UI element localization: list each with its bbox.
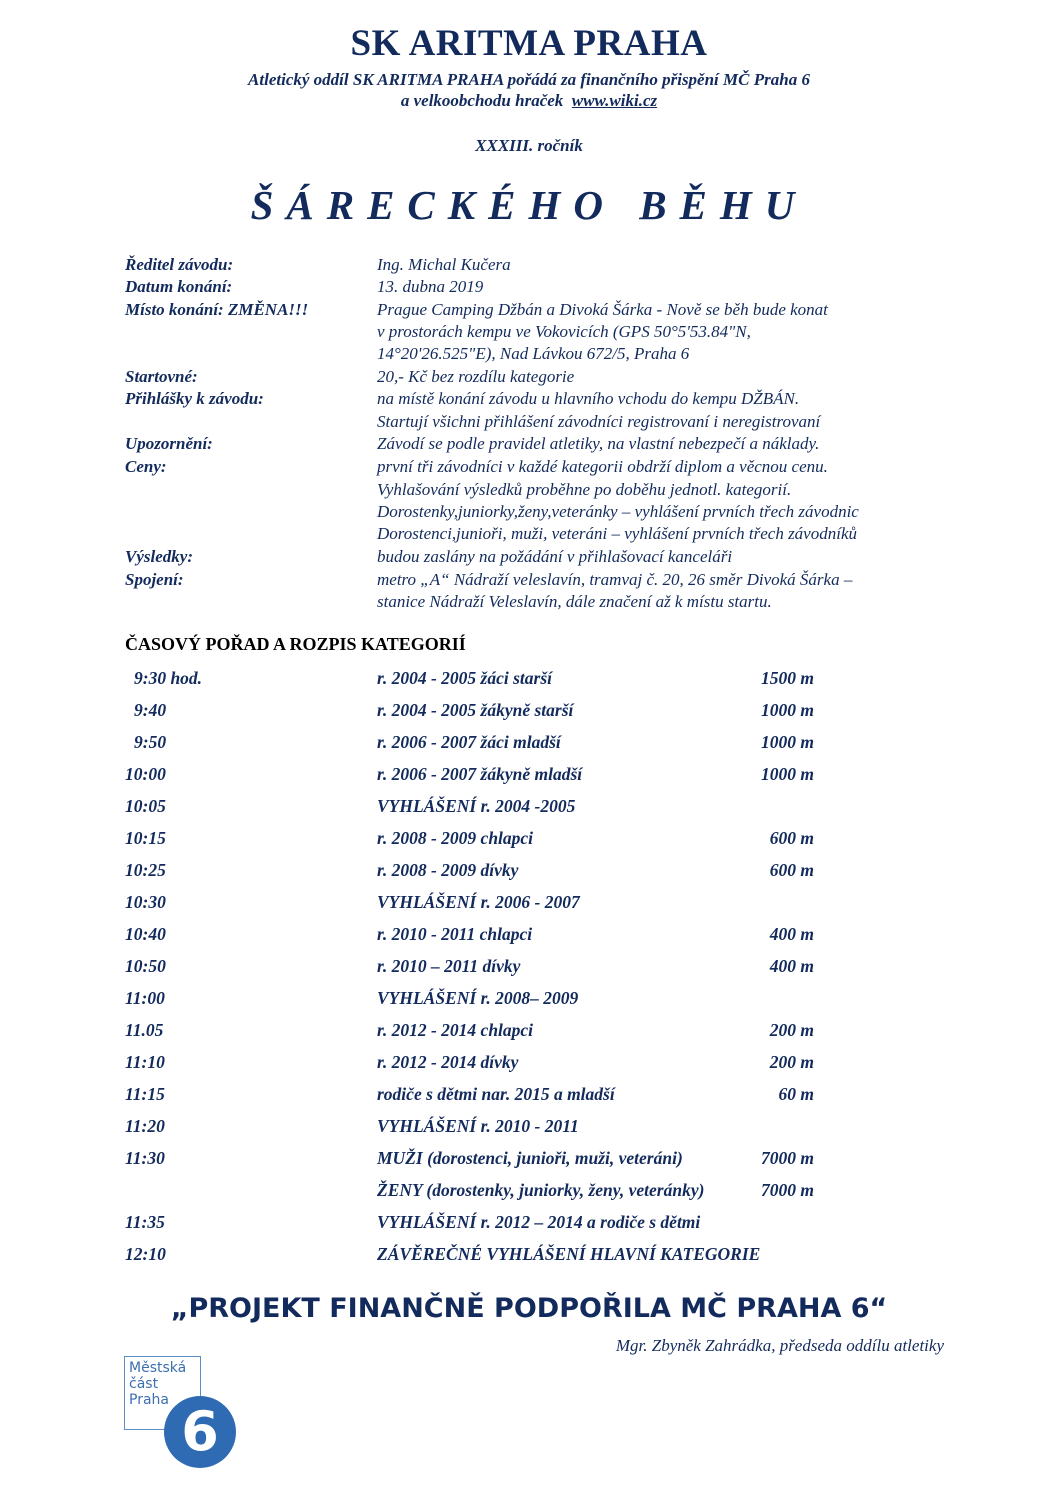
info-value: budou zaslány na požádání v přihlašovací kanceláři xyxy=(377,547,733,566)
schedule-time: 11:20 xyxy=(125,1116,165,1136)
schedule-row xyxy=(0,1052,1058,1076)
schedule-row xyxy=(0,764,1058,788)
schedule-category: r. 2004 - 2005 žáci starší xyxy=(377,668,553,688)
schedule-time: 9:40 xyxy=(134,700,167,720)
schedule-time: 11:10 xyxy=(125,1052,165,1072)
schedule-row xyxy=(0,1212,1058,1236)
schedule-category: VYHLÁŠENÍ r. 2006 - 2007 xyxy=(377,892,580,912)
sponsor-link[interactable]: www.wiki.cz xyxy=(571,91,658,110)
schedule-category: VYHLÁŠENÍ r. 2010 - 2011 xyxy=(377,1116,579,1136)
schedule-distance: 400 m xyxy=(769,956,814,976)
info-value: Dorostenky,juniorky,ženy,veteránky – vyhlášení prvních třech závodnic xyxy=(377,502,859,521)
schedule-distance: 400 m xyxy=(769,924,814,944)
info-label: Spojení: xyxy=(125,570,184,589)
info-value: v prostorách kempu ve Vokovicích (GPS 50°5'53.84"N, xyxy=(377,322,751,341)
schedule-row xyxy=(0,700,1058,724)
info-label: Startovné: xyxy=(125,367,198,386)
schedule-time: 10:50 xyxy=(125,956,166,976)
schedule-time: 9:30 hod. xyxy=(134,668,203,688)
schedule-time: 10:15 xyxy=(125,828,166,848)
info-value: 20,- Kč bez rozdílu kategorie xyxy=(377,367,575,386)
schedule-time: 10:00 xyxy=(125,764,166,784)
logo-number-circle: 6 xyxy=(164,1396,236,1468)
signature: Mgr. Zbyněk Zahrádka, předseda oddílu atletiky xyxy=(615,1336,944,1355)
info-value: první tři závodníci v každé kategorii obdrží diplom a věcnou cenu. xyxy=(377,457,828,476)
sponsor-line xyxy=(0,91,1058,111)
edition-label: XXXIII. ročník xyxy=(475,136,583,155)
schedule-category: r. 2006 - 2007 žákyně mladší xyxy=(377,764,583,784)
schedule-row xyxy=(0,924,1058,948)
schedule-distance: 1000 m xyxy=(761,764,814,784)
info-value: Dorostenci,junioři, muži, veteráni – vyhlášení prvních třech závodníků xyxy=(377,524,858,543)
schedule-category: VYHLÁŠENÍ r. 2004 -2005 xyxy=(377,796,576,816)
schedule-row xyxy=(0,956,1058,980)
schedule-row xyxy=(0,860,1058,884)
schedule-distance: 600 m xyxy=(769,828,814,848)
schedule-category: VYHLÁŠENÍ r. 2008– 2009 xyxy=(377,988,579,1008)
schedule-category: r. 2012 - 2014 dívky xyxy=(377,1052,519,1072)
schedule-distance: 1000 m xyxy=(761,700,814,720)
info-label: Upozornění: xyxy=(125,434,213,453)
info-value: na místě konání závodu u hlavního vchodu do kempu DŽBÁN. xyxy=(377,389,800,408)
schedule-category: r. 2004 - 2005 žákyně starší xyxy=(377,700,574,720)
schedule-row xyxy=(0,1148,1058,1172)
schedule-time: 10:05 xyxy=(125,796,166,816)
logo-line-1: Městská xyxy=(129,1360,187,1376)
schedule-distance: 1500 m xyxy=(761,668,814,688)
schedule-distance: 60 m xyxy=(778,1084,814,1104)
schedule-time: 9:50 xyxy=(134,732,167,752)
schedule-time: 10:25 xyxy=(125,860,166,880)
schedule-category: ŽENY (dorostenky, juniorky, ženy, veteránky) xyxy=(377,1180,705,1200)
info-label: Místo konání: ZMĚNA!!! xyxy=(125,300,309,319)
schedule-time: 11:35 xyxy=(125,1212,165,1232)
schedule-category: rodiče s dětmi nar. 2015 a mladší xyxy=(377,1084,615,1104)
schedule-category: r. 2008 - 2009 dívky xyxy=(377,860,519,880)
sponsor-text: a velkoobchodu hraček xyxy=(400,91,564,110)
schedule-row xyxy=(0,892,1058,916)
info-label: Ceny: xyxy=(125,457,167,476)
schedule-time: 11:30 xyxy=(125,1148,165,1168)
schedule-category: MUŽI (dorostenci, junioři, muži, veteráni) xyxy=(377,1148,683,1168)
schedule-row xyxy=(0,732,1058,756)
schedule-row xyxy=(0,1020,1058,1044)
info-label: Výsledky: xyxy=(125,547,193,566)
schedule-category: ZÁVĚREČNÉ VYHLÁŠENÍ HLAVNÍ KATEGORIE xyxy=(377,1244,761,1264)
schedule-distance: 7000 m xyxy=(761,1180,814,1200)
info-value: Ing. Michal Kučera xyxy=(377,255,511,274)
logo-line-3: Praha xyxy=(129,1392,169,1408)
event-title: ŠÁRECKÉHO BĚHU xyxy=(250,182,808,228)
schedule-time: 11.05 xyxy=(125,1020,164,1040)
schedule-distance: 600 m xyxy=(769,860,814,880)
info-value: metro „A“ Nádraží veleslavín, tramvaj č. 20, 26 směr Divoká Šárka – xyxy=(377,570,853,589)
info-value: Startují všichni přihlášení závodníci registrovaní i neregistrovaní xyxy=(377,412,821,431)
praha6-logo xyxy=(124,1356,244,1468)
schedule-distance: 7000 m xyxy=(761,1148,814,1168)
info-value: Prague Camping Džbán a Divoká Šárka - Nově se běh bude konat xyxy=(377,300,828,319)
info-value: Vyhlašování výsledků proběhne po doběhu jednotl. kategorií. xyxy=(377,480,792,499)
schedule-distance: 1000 m xyxy=(761,732,814,752)
schedule-row xyxy=(0,1084,1058,1108)
info-value: 14°20'26.525"E), Nad Lávkou 672/5, Praha 6 xyxy=(377,344,690,363)
schedule-time: 11:00 xyxy=(125,988,165,1008)
schedule-category: VYHLÁŠENÍ r. 2012 – 2014 a rodiče s dětmi xyxy=(377,1212,701,1232)
funding-slogan: „PROJEKT FINANČNĚ PODPOŘILA MČ PRAHA 6“ xyxy=(170,1293,888,1324)
schedule-row xyxy=(0,668,1058,692)
schedule-time: 10:30 xyxy=(125,892,166,912)
schedule-row xyxy=(0,1244,1058,1268)
organizer-line: Atletický oddíl SK ARITMA PRAHA pořádá za finančního přispění MČ Praha 6 xyxy=(248,70,810,89)
info-label: Ředitel závodu: xyxy=(125,255,234,274)
info-value: 13. dubna 2019 xyxy=(377,277,484,296)
schedule-category: r. 2012 - 2014 chlapci xyxy=(377,1020,534,1040)
schedule-category: r. 2006 - 2007 žáci mladší xyxy=(377,732,561,752)
schedule-category: r. 2008 - 2009 chlapci xyxy=(377,828,534,848)
schedule-row xyxy=(0,796,1058,820)
info-value: stanice Nádraží Veleslavín, dále značení až k místu startu. xyxy=(377,592,772,611)
schedule-time: 11:15 xyxy=(125,1084,165,1104)
schedule-row xyxy=(0,1116,1058,1140)
schedule-time: 10:40 xyxy=(125,924,166,944)
schedule-row xyxy=(0,988,1058,1012)
schedule-title: ČASOVÝ POŘAD A ROZPIS KATEGORIÍ xyxy=(125,634,466,654)
schedule-category: r. 2010 - 2011 chlapci xyxy=(377,924,533,944)
info-label: Datum konání: xyxy=(125,277,233,296)
schedule-distance: 200 m xyxy=(769,1020,814,1040)
club-title: SK ARITMA PRAHA xyxy=(350,23,708,64)
schedule-row xyxy=(0,1180,1058,1204)
logo-line-2: část xyxy=(129,1376,159,1392)
info-value: Závodí se podle pravidel atletiky, na vlastní nebezpečí a náklady. xyxy=(377,434,820,453)
schedule-distance: 200 m xyxy=(769,1052,814,1072)
schedule-category: r. 2010 – 2011 dívky xyxy=(377,956,521,976)
schedule-row xyxy=(0,828,1058,852)
info-label: Přihlášky k závodu: xyxy=(125,389,264,408)
schedule-time: 12:10 xyxy=(125,1244,166,1264)
